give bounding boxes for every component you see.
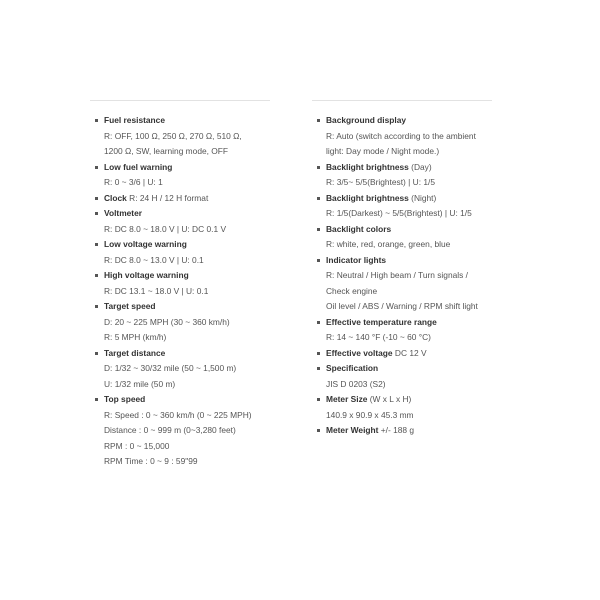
spec-list-right bbox=[312, 113, 492, 439]
spec-label: Low voltage warning bbox=[104, 239, 187, 249]
spec-value: 140.9 x 90.9 x 45.3 mm bbox=[326, 409, 414, 420]
spec-value: 1200 Ω, SW, learning mode, OFF bbox=[104, 146, 229, 156]
spec-value: R: Auto (switch according to the ambient bbox=[326, 130, 476, 141]
divider bbox=[312, 100, 492, 101]
spec-heading bbox=[326, 222, 492, 238]
spec-label: Effective temperature range bbox=[326, 316, 437, 327]
spec-heading bbox=[326, 113, 492, 129]
spec-label: Fuel resistance bbox=[104, 115, 165, 125]
spec-heading bbox=[104, 299, 270, 315]
spec-heading bbox=[104, 191, 270, 207]
spec-heading bbox=[326, 392, 492, 408]
spec-item bbox=[90, 160, 270, 191]
spec-item bbox=[90, 191, 270, 207]
spec-label: Meter Weight bbox=[326, 425, 379, 435]
spec-value: Check engine bbox=[326, 285, 378, 296]
spec-heading bbox=[326, 253, 492, 269]
spec-item bbox=[312, 160, 492, 191]
spec-label: Background display bbox=[326, 115, 407, 125]
spec-value: R: 0 ~ 3/6 | U: 1 bbox=[104, 177, 163, 187]
spec-value: R: DC 8.0 ~ 18.0 V | U: DC 0.1 V bbox=[104, 223, 227, 234]
spec-item bbox=[312, 222, 492, 253]
spec-label: Backlight colors bbox=[326, 223, 392, 234]
divider bbox=[90, 100, 270, 101]
spec-heading bbox=[326, 160, 492, 176]
spec-value: R: white, red, orange, green, blue bbox=[326, 239, 451, 249]
spec-heading bbox=[104, 206, 270, 222]
spec-heading bbox=[326, 361, 492, 377]
spec-label: Indicator lights bbox=[326, 254, 387, 265]
spec-item bbox=[90, 392, 270, 470]
spec-column-right bbox=[312, 100, 492, 439]
spec-label: Target speed bbox=[104, 301, 156, 311]
spec-value: D: 1/32 ~ 30/32 mile (50 ~ 1,500 m) bbox=[104, 363, 237, 373]
spec-value: Distance : 0 ~ 999 m (0~3,280 feet) bbox=[104, 425, 236, 435]
spec-heading bbox=[104, 237, 270, 253]
spec-value: R: DC 8.0 ~ 13.0 V | U: 0.1 bbox=[104, 254, 204, 265]
spec-value: D: 20 ~ 225 MPH (30 ~ 360 km/h) bbox=[104, 316, 230, 327]
spec-inline-value: (W x L x H) bbox=[369, 394, 412, 404]
spec-item bbox=[312, 191, 492, 222]
spec-value: R: 1/5(Darkest) ~ 5/5(Brightest) | U: 1/5 bbox=[326, 208, 472, 218]
spec-value: RPM Time : 0 ~ 9 : 59"99 bbox=[104, 456, 198, 466]
spec-heading bbox=[326, 423, 492, 439]
spec-value: R: OFF, 100 Ω, 250 Ω, 270 Ω, 510 Ω, bbox=[104, 130, 242, 141]
spec-column-left bbox=[90, 100, 270, 470]
spec-item bbox=[312, 113, 492, 160]
spec-heading bbox=[104, 113, 270, 129]
spec-item bbox=[90, 206, 270, 237]
spec-label: Specification bbox=[326, 363, 379, 373]
spec-inline-value: DC 12 V bbox=[394, 347, 427, 358]
spec-item bbox=[90, 268, 270, 299]
spec-list-left bbox=[90, 113, 270, 470]
spec-item bbox=[312, 315, 492, 346]
spec-value: R: 5 MPH (km/h) bbox=[104, 332, 167, 342]
spec-inline-value: +/- 188 g bbox=[380, 425, 415, 435]
spec-item bbox=[312, 253, 492, 315]
spec-value: R: Neutral / High beam / Turn signals / bbox=[326, 270, 468, 280]
spec-item bbox=[90, 299, 270, 346]
spec-value: R: 3/5~ 5/5(Brightest) | U: 1/5 bbox=[326, 177, 436, 187]
spec-label: Top speed bbox=[104, 394, 146, 404]
spec-inline-value: R: 24 H / 12 H format bbox=[129, 192, 209, 203]
spec-value: RPM : 0 ~ 15,000 bbox=[104, 440, 170, 451]
spec-label: Low fuel warning bbox=[104, 161, 173, 172]
spec-inline-value: (Day) bbox=[411, 161, 432, 172]
spec-value: R: DC 13.1 ~ 18.0 V | U: 0.1 bbox=[104, 285, 209, 296]
spec-heading bbox=[326, 191, 492, 207]
spec-heading bbox=[104, 160, 270, 176]
spec-item bbox=[312, 361, 492, 392]
spec-label: High voltage warning bbox=[104, 270, 189, 280]
spec-item bbox=[90, 237, 270, 268]
spec-label: Backlight brightness bbox=[326, 161, 409, 172]
spec-heading bbox=[326, 315, 492, 331]
spec-heading bbox=[104, 268, 270, 284]
spec-value: R: 14 ~ 140 °F (-10 ~ 60 °C) bbox=[326, 332, 431, 342]
spec-item bbox=[90, 346, 270, 393]
spec-heading bbox=[326, 346, 492, 362]
spec-item bbox=[90, 113, 270, 160]
spec-inline-value: (Night) bbox=[411, 192, 437, 203]
spec-label: Meter Size bbox=[326, 394, 368, 404]
spec-value: light: Day mode / Night mode.) bbox=[326, 146, 440, 156]
spec-label: Clock bbox=[104, 192, 127, 203]
spec-label: Effective voltage bbox=[326, 347, 393, 358]
spec-item bbox=[312, 346, 492, 362]
spec-item bbox=[312, 423, 492, 439]
spec-heading bbox=[104, 346, 270, 362]
spec-value: Oil level / ABS / Warning / RPM shift light bbox=[326, 301, 478, 311]
spec-value: JIS D 0203 (S2) bbox=[326, 378, 386, 389]
spec-heading bbox=[104, 392, 270, 408]
spec-label: Voltmeter bbox=[104, 208, 143, 218]
spec-value: U: 1/32 mile (50 m) bbox=[104, 378, 176, 389]
spec-value: R: Speed : 0 ~ 360 km/h (0 ~ 225 MPH) bbox=[104, 409, 252, 420]
spec-label: Backlight brightness bbox=[326, 192, 409, 203]
spec-label: Target distance bbox=[104, 347, 166, 358]
spec-item bbox=[312, 392, 492, 423]
